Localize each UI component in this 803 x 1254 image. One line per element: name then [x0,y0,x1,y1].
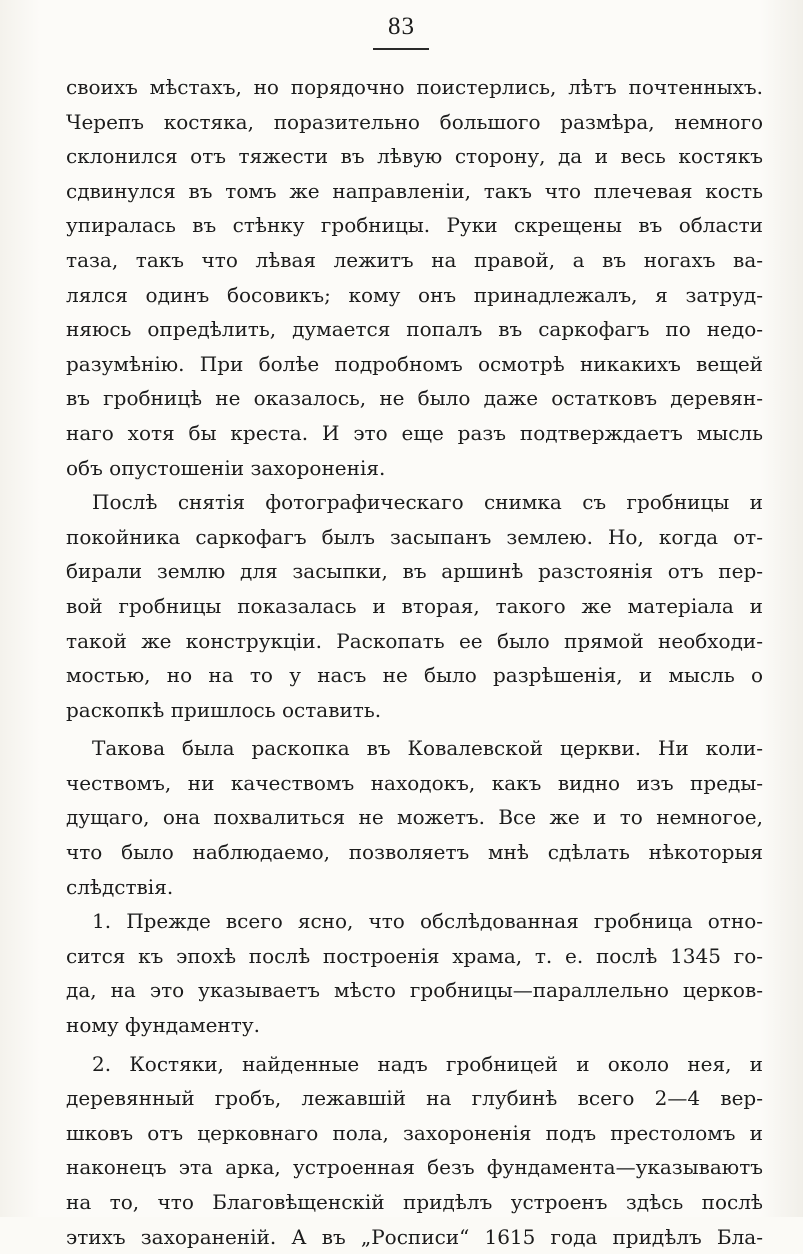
text-line: упиралась въ стѣнку гробницы. Руки скрещены въ области [66,213,763,238]
text-line: на то, что Благовѣщенскій придѣлъ устроенъ здѣсь послѣ [66,1190,763,1214]
text-line: сдвинулся въ томъ же направленіи, такъ что плечевая кость [66,178,763,203]
text-line: дущаго, она похвалиться не можетъ. Все же и то немногое, [66,805,763,830]
text-line: 2. Костяки, найденные надъ гробницей и около нея, и [92,1051,763,1076]
text-line: бирали землю для засыпки, въ аршинѣ разстоянія отъ пер- [66,559,763,584]
text-line: няюсь опредѣлить, думается попалъ въ саркофагъ по недо- [66,317,763,342]
text-line: Такова была раскопка въ Ковалевской церкви. Ни коли- [92,736,763,761]
text-line: раскопкѣ пришлось оставить. [66,697,382,722]
text-line: Послѣ снятія фотографическаго снимка съ гробницы и [92,490,763,515]
text-line: лялся одинъ босовикъ; кому онъ принадлежалъ, я затруд- [66,282,763,307]
page-number: 83 [388,13,415,40]
text-line: этихъ захораненій. А въ „Росписи“ 1615 года придѣлъ Бла- [66,1224,763,1249]
text-line: склонился отъ тяжести въ лѣвую сторону, да и весь костякъ [66,144,763,169]
text-line: въ гробницѣ не оказалось, не было даже остатковъ деревян- [66,386,763,411]
text-line: чествомъ, ни качествомъ находокъ, какъ видно изъ преды- [66,770,763,795]
text-line: ному фундаменту. [66,1013,260,1038]
text-line: деревянный гробъ, лежавшій на глубинѣ всего 2—4 вер- [66,1086,763,1111]
text-line: да, на это указываетъ мѣсто гробницы—параллельно церков- [66,978,763,1003]
text-line: сится къ эпохѣ послѣ построенія храма, т. е. послѣ 1345 го- [66,943,763,968]
text-line: наконецъ эта арка, устроенная безъ фундамента—указываютъ [66,1155,763,1180]
text-line: таза, такъ что лѣвая лежитъ на правой, а въ ногахъ ва- [66,247,763,272]
text-line: покойника саркофагъ былъ засыпанъ землею. Но, когда от- [66,524,763,549]
text-line: мостью, но на то у насъ не было разрѣшенія, и мысль о [66,663,763,688]
body-text [66,70,763,1254]
text-line: объ опустошеніи захороненія. [66,455,386,480]
text-line: такой же конструкціи. Раскопать ее было прямой необходи- [66,628,763,653]
text-line: что было наблюдаемо, позволяетъ мнѣ сдѣлать нѣкоторыя [66,840,763,865]
text-line: шковъ отъ церковнаго пола, захороненія подъ престоломъ и [66,1120,763,1145]
text-line: своихъ мѣстахъ, но порядочно поистерлись, лѣтъ почтенныхъ. [66,75,763,99]
text-line: Черепъ костяка, поразительно большого размѣра, немного [66,109,763,134]
text-line: 1. Прежде всего ясно, что обслѣдованная гробница отно- [92,909,763,934]
text-line: разумѣнію. При болѣе подробномъ осмотрѣ никакихъ вещей [66,351,763,376]
text-line: наго хотя бы креста. И это еще разъ подтверждаетъ мысль [66,420,763,445]
text-line: слѣдствія. [66,874,174,899]
page-number-rule [373,48,429,50]
text-line: вой гробницы показалась и вторая, такого же матеріала и [66,593,763,618]
